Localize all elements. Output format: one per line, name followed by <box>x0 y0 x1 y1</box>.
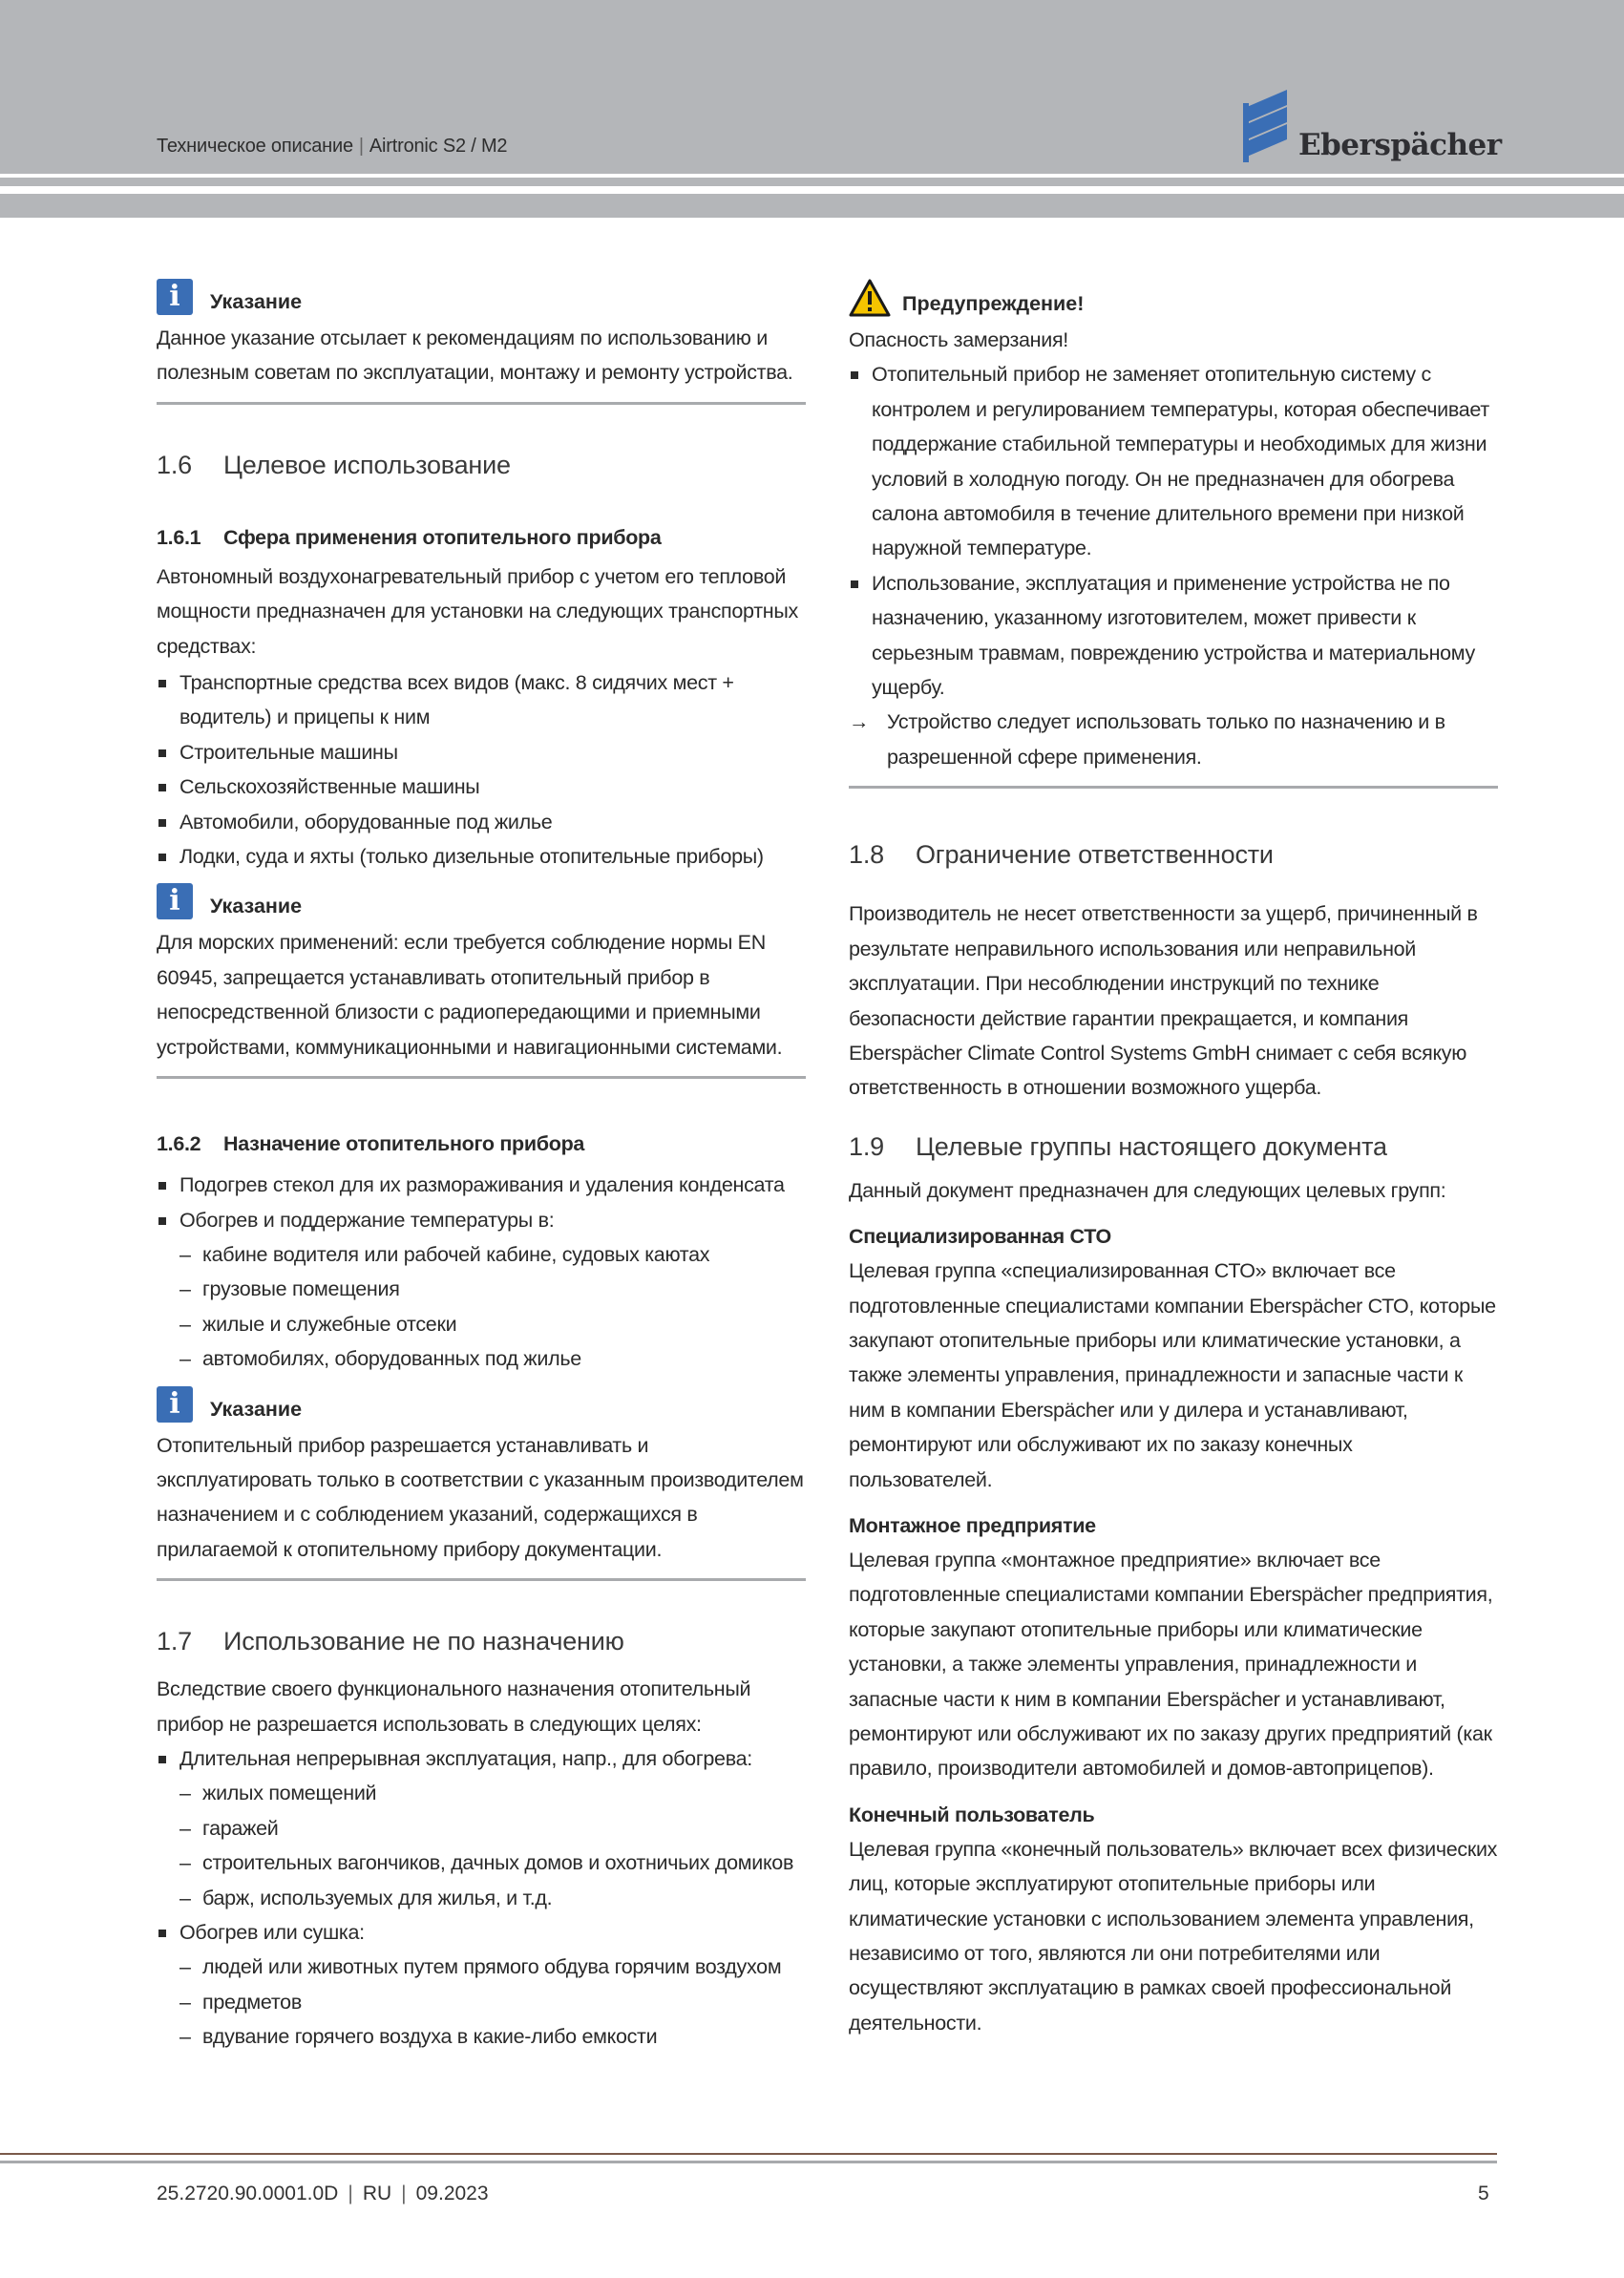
footer-doc-info <box>157 2183 489 2205</box>
list-item: Подогрев стекол для их размораживания и удаления конденсата <box>157 1168 806 1202</box>
note-text: Данное указание отсылает к рекомендациям по использованию и полезным советам по эксплуатации, монтажу и ремонту устройства. <box>157 327 793 385</box>
info-icon: i <box>157 1386 193 1423</box>
list-item: – гаражей <box>157 1811 806 1846</box>
list-item: – жилые и служебные отсеки <box>157 1307 806 1341</box>
action-item <box>849 705 1498 774</box>
footer-separator: | <box>401 2183 407 2204</box>
product-name: Airtronic S2 / M2 <box>369 136 508 157</box>
list-item: – кабине водителя или рабочей кабине, судовых каютах <box>157 1237 806 1272</box>
right-column <box>849 279 1498 2040</box>
group-title: Конечный пользователь <box>849 1803 1095 1826</box>
header-separator: | <box>358 136 364 157</box>
warning-icon <box>849 279 891 317</box>
note-text: Отопительный прибор разрешается устанавливать и эксплуатировать только в соответствии с указанным производителем назначением и с соблюдением указаний, содержащихся в прилагаемой к отопительному прибору документации. <box>157 1433 804 1561</box>
paragraph: Автономный воздухонагревательный прибор с учетом его тепловой мощности предназначен для установки на следующих транспортных средствах: <box>157 564 798 658</box>
doc-number: 25.2720.90.0001.0D <box>157 2183 339 2204</box>
info-icon: i <box>157 279 193 315</box>
list-item: – строительных вагончиков, дачных домов и охотничьих домиков <box>157 1846 806 1880</box>
warning-title: Предупреждение! <box>902 292 1085 315</box>
warning-subtitle: Опасность замерзания! <box>849 328 1068 351</box>
list-item: – вдувание горячего воздуха в какие-либо емкости <box>157 2019 806 2054</box>
info-icon: i <box>157 883 193 919</box>
list-item: Транспортные средства всех видов (макс. 8 сидячих мест + водитель) и прицепы к ним <box>157 665 806 735</box>
list-item: – грузовые помещения <box>157 1272 806 1306</box>
list-item: Автомобили, оборудованные под жилье <box>157 805 806 839</box>
list-item: – людей или животных путем прямого обдува горячим воздухом <box>157 1950 806 1984</box>
divider <box>849 786 1498 789</box>
list-item: Длительная непрерывная эксплуатация, напр., для обогрева: <box>157 1741 806 1776</box>
subsection-heading-1-6-2 <box>157 1132 806 1156</box>
list-item: Сельскохозяйственные машины <box>157 770 806 804</box>
section-title: Ограничение ответственности <box>916 840 1274 870</box>
note-title: Указание <box>210 1397 303 1421</box>
header-rule <box>0 194 1624 218</box>
bullet-list <box>849 357 1498 705</box>
list-item: Отопительный прибор не заменяет отопительную систему с контролем и регулированием температуры, которая обеспечивает поддержание стабильной температуры и необходимых для жизни условий в холодную погоду. Он не предназначен для обогрева салона автомобиля в течение длительного времени при низкой наружной температуре. <box>849 357 1498 565</box>
warning-block <box>849 279 1498 789</box>
doc-type: Техническое описание <box>157 136 353 157</box>
paragraph: Целевая группа «конечный пользователь» включает всех физических лиц, которые эксплуатируют отопительные приборы или климатические установки с использованием элемента управления, независимо от того, являются ли они потребителями или осуществляют эксплуатацию в рамках своей профессиональной деятельности. <box>849 1837 1498 2035</box>
note-text: Для морских применений: если требуется соблюдение нормы EN 60945, запрещается устанавливать отопительный прибор в непосредственной близости с радиопередающими и приемными устройствами, коммуникационными и навигационными системами. <box>157 931 783 1059</box>
section-heading-1-6 <box>157 451 806 480</box>
logo-mark-icon <box>1241 88 1289 166</box>
list-item: – предметов <box>157 1985 806 2019</box>
paragraph: Производитель не несет ответственности за ущерб, причиненный в результате неправильного использования или неправильной эксплуатации. При несоблюдении инструкций по технике безопасности действие гарантии прекращается, и компания Eberspächer Climate Control Systems GmbH снимает с себя всякую ответственность в отношении возможного ущерба. <box>849 902 1478 1100</box>
section-title: Целевое использование <box>223 450 511 479</box>
divider <box>157 1076 806 1079</box>
list-item: Обогрев и поддержание температуры в: <box>157 1203 806 1237</box>
list-item: Обогрев или сушка: <box>157 1915 806 1950</box>
bullet-list <box>157 1741 806 1776</box>
logo-wordmark: Eberspächer <box>1298 128 1502 162</box>
dash-list <box>157 1776 806 1915</box>
list-item: – автомобилях, оборудованных под жилье <box>157 1341 806 1376</box>
footer-rule <box>0 2161 1497 2163</box>
list-item: Лодки, суда и яхты (только дизельные отопительные приборы) <box>157 839 806 874</box>
footer-separator: | <box>348 2183 353 2204</box>
list-item: – барж, используемых для жилья, и т.д. <box>157 1881 806 1915</box>
note-block <box>157 279 806 405</box>
bullet-list <box>157 1915 806 1950</box>
section-title: Использование не по назначению <box>223 1627 624 1656</box>
section-title: Назначение отопительного прибора <box>223 1132 585 1156</box>
subsection-heading-1-6-1 <box>157 526 806 550</box>
section-heading-1-7 <box>157 1627 806 1656</box>
left-column <box>157 279 806 2055</box>
note-block <box>157 1386 806 1582</box>
arrow-icon: → <box>849 710 870 734</box>
section-heading-1-8 <box>849 840 1498 870</box>
footer-rule <box>0 2153 1497 2155</box>
note-title: Указание <box>210 290 303 313</box>
header-title <box>157 136 507 158</box>
note-block <box>157 883 806 1079</box>
divider <box>157 1578 806 1581</box>
header-rule <box>0 178 1624 186</box>
list-item: Использование, эксплуатация и применение устройства не по назначению, указанному изготовителем, может привести к серьезным травмам, повреждению устройства и материальному ущербу. <box>849 566 1498 706</box>
section-number: 1.9 <box>849 1131 884 1161</box>
action-text: Устройство следует использовать только по назначению и в разрешенной сфере применения. <box>887 710 1445 769</box>
paragraph: Целевая группа «монтажное предприятие» включает все подготовленные специалистами компании Eberspächer предприятия, которые закупают отопительные приборы или климатические установки, а также элементы управления, принадлежности и запасные части к ним в компании Eberspächer и устанавливают, ремонтируют или обслуживают их по заказу других предприятий (как правило, производители автомобилей и домов-автоприцепов). <box>849 1548 1493 1781</box>
group-title: Монтажное предприятие <box>849 1513 1096 1537</box>
dash-list <box>157 1237 806 1377</box>
eberspacher-logo <box>1241 88 1502 166</box>
note-title: Указание <box>210 895 303 918</box>
doc-date: 09.2023 <box>415 2183 489 2204</box>
section-number: 1.8 <box>849 840 884 870</box>
bullet-list <box>157 665 806 874</box>
section-heading-1-9 <box>849 1132 1498 1162</box>
group-title: Специализированная СТО <box>849 1225 1111 1249</box>
section-number: 1.6.2 <box>157 1132 201 1156</box>
divider <box>157 402 806 405</box>
list-item: Строительные машины <box>157 735 806 770</box>
section-number: 1.6.1 <box>157 525 201 549</box>
section-title: Сфера применения отопительного прибора <box>223 525 662 549</box>
bullet-list <box>157 1168 806 1237</box>
section-number: 1.7 <box>157 1627 192 1656</box>
section-number: 1.6 <box>157 450 192 479</box>
paragraph: Вследствие своего функционального назначения отопительный прибор не разрешается использовать в следующих целях: <box>157 1677 751 1736</box>
paragraph: Целевая группа «специализированная СТО» включает все подготовленные специалистами компании Eberspächer СТО, которые закупают отопительные приборы или климатические установки, а также элементы управления, принадлежности и запасные части к ним в компании Eberspächer или у дилера и устанавливают, ремонтируют или обслуживают их по заказу конечных пользователей. <box>849 1259 1496 1491</box>
paragraph: Данный документ предназначен для следующих целевых групп: <box>849 1178 1446 1202</box>
doc-language: RU <box>362 2183 392 2204</box>
dash-list <box>157 1950 806 2054</box>
list-item: – жилых помещений <box>157 1776 806 1810</box>
section-title: Целевые группы настоящего документа <box>916 1131 1387 1161</box>
page-number: 5 <box>1478 2183 1489 2204</box>
